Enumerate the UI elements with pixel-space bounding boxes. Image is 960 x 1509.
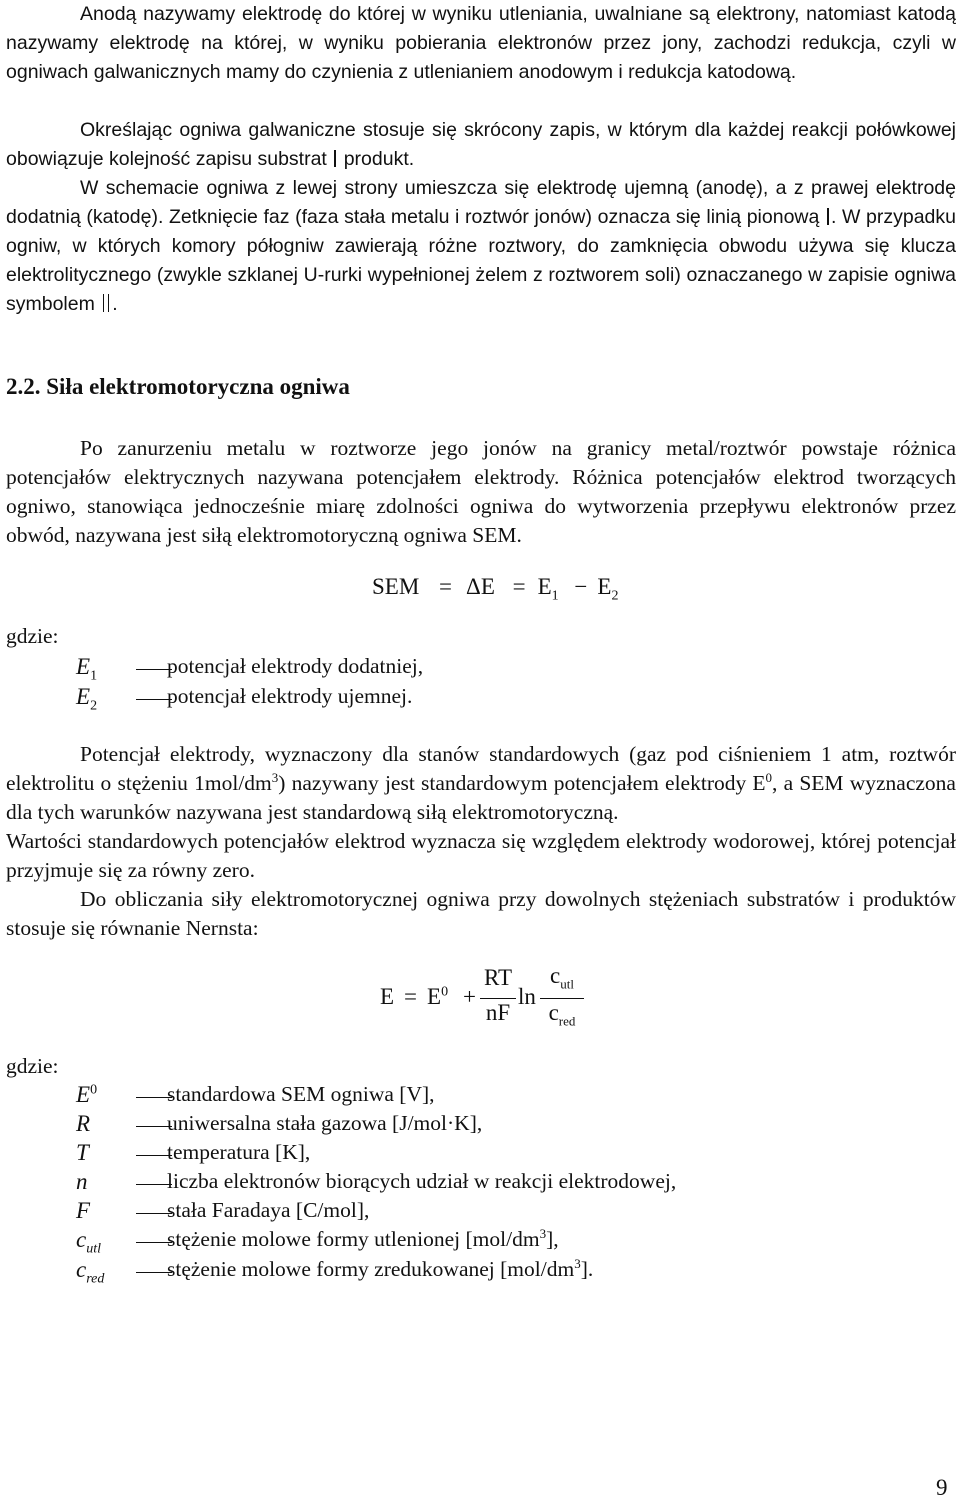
page-number: 9 xyxy=(936,1475,948,1500)
definition-symbol: $c_{red}$ xyxy=(76,1257,105,1287)
definition-symbol: R xyxy=(76,1111,91,1136)
intro-paragraph-2: Określając ogniwa galwaniczne stosuje się skrócony zapis, w którym dla każdej reakcji połówkowej obowiązuje kolejność zapisu substrat produkt. xyxy=(6,119,956,170)
where-label-2: gdzie: xyxy=(6,1054,59,1078)
nernst-equation: E = $E^0$ + RT nF ln $c_{utl}$ $c_{red}$ xyxy=(380,960,620,1040)
fraction-line xyxy=(540,998,584,999)
nernst-intro-paragraph: Do obliczania siły elektromotorycznej ogniwa przy dowolnych stężeniach substratów i produktów stosuje się równanie Nernsta: xyxy=(6,887,956,940)
definition-symbol: $E^0$ xyxy=(76,1082,98,1107)
fraction-line xyxy=(480,998,516,999)
intro-paragraph-3: W schemacie ogniwa z lewej strony umieszcza się elektrodę ujemną (anodę), a z prawej elektrodę dodatnią (katodę). Zetknięcie faz (faza stała metalu i roztwór jonów) oznacza się linią pionową . W przypadku ogniw, w których komory półogniw zawierają różne roztwory, do zamknięcia obwodu używa się klucza elektrolitycznego (zwykle szklanej U-rurki wypełnionej żelem z roztworem soli) oznaczanego w zapisie ogniwa symbolem . xyxy=(6,177,956,315)
definition-symbol: T xyxy=(76,1140,89,1165)
intro-paragraph-1: Anodą nazywamy elektrodę do której w wyniku utleniania, uwalniane są elektrony, natomiast katodą nazywamy elektrodę na której, w wyniku pobierania elektronów przez jony, zachodzi redukcja, czyli w ogniwach galwanicznych mamy do czynienia z utlenianiem anodowym i redukcja katodową. xyxy=(6,3,956,83)
standard-potential-paragraph: Potencjał elektrody, wyznaczony dla stanów standardowych (gaz pod ciśnieniem 1 atm, roztwór elektrolitu o stężeniu $1mol/dm^3$) nazywany jest standardowym potencjałem elektrody $E^0$, a SEM wyznaczona dla tych warunków nazywana jest standardową siłą elektromotoryczną. xyxy=(6,742,956,824)
section-paragraph-1: Po zanurzeniu metalu w roztworze jego jonów na granicy metal/roztwór powstaje różnica potencjałów elektrycznych nazywana potencjałem elektrody. Różnica potencjałów elektrod tworzących ogniwo, stanowiąca jednocześnie miarę zdolności ogniwa do wytworzenia przepływu elektronów przez obwód, nazywana jest siłą elektromotoryczną ogniwa SEM. xyxy=(6,436,956,547)
definition-symbol: $E_2$ xyxy=(76,684,98,714)
sem-formula: SEM = $\Delta E = E_1 - E_2$ xyxy=(372,574,619,604)
salt-bridge-symbol xyxy=(103,294,109,312)
section-heading: 2.2. Siła elektromotoryczna ogniwa xyxy=(6,374,350,399)
definition-symbol: $E_1$ xyxy=(76,654,98,684)
definition-symbol: n xyxy=(76,1169,88,1194)
where-label-1: gdzie: xyxy=(6,624,59,648)
phase-boundary-symbol xyxy=(827,208,829,225)
definition-symbol: F xyxy=(76,1198,91,1223)
phase-boundary-symbol xyxy=(334,150,336,167)
hydrogen-electrode-paragraph: Wartości standardowych potencjałów elektrod wyznacza się względem elektrody wodorowej, której potencjał przyjmuje się za równy zero. xyxy=(6,829,956,882)
definition-symbol: $c_{utl}$ xyxy=(76,1227,101,1257)
